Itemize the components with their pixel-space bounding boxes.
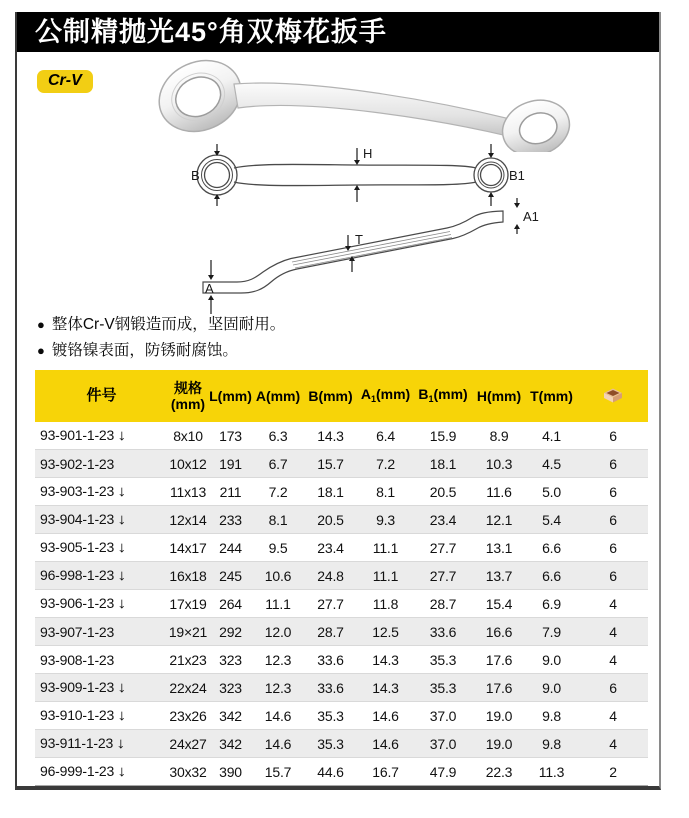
dim-cell: 4.1 — [525, 422, 578, 450]
table-row — [35, 702, 648, 730]
spec-cell: 10x12 — [168, 450, 208, 478]
col-header-h: H(mm) — [473, 370, 525, 422]
dim-cell: 18.1 — [303, 478, 358, 506]
table-row — [35, 618, 648, 646]
table-row — [35, 534, 648, 562]
table-row — [35, 590, 648, 618]
qty-cell: 6 — [578, 450, 648, 478]
dim-cell: 18.1 — [413, 450, 473, 478]
col-header-spec: 规格 (mm) — [168, 370, 208, 422]
table-row — [35, 506, 648, 534]
qty-cell: 6 — [578, 534, 648, 562]
dim-cell: 323 — [208, 674, 253, 702]
spec-cell: 12x14 — [168, 506, 208, 534]
dim-cell: 12.3 — [253, 646, 303, 674]
part-number: 93-911-1-23 — [40, 735, 114, 751]
carton-icon — [602, 387, 624, 403]
part-number-cell — [35, 478, 168, 506]
dim-cell: 27.7 — [413, 534, 473, 562]
dim-cell: 15.7 — [303, 450, 358, 478]
part-number-cell — [35, 674, 168, 702]
part-number: 93-903-1-23 — [40, 483, 115, 499]
dim-cell: 173 — [208, 422, 253, 450]
table-row — [35, 646, 648, 674]
dim-cell: 12.5 — [358, 618, 413, 646]
dim-cell: 4.5 — [525, 450, 578, 478]
col-header-qty — [578, 370, 648, 422]
dim-cell: 13.1 — [473, 534, 525, 562]
spec-cell: 19×21 — [168, 618, 208, 646]
dim-cell: 13.7 — [473, 562, 525, 590]
down-arrow-icon: ↓ — [117, 511, 127, 528]
dim-cell: 47.9 — [413, 758, 473, 786]
dim-cell: 5.4 — [525, 506, 578, 534]
dim-cell: 12.1 — [473, 506, 525, 534]
dim-cell: 9.0 — [525, 674, 578, 702]
col-header-a: A(mm) — [253, 370, 303, 422]
col-header-a1: $A_1(mm)$ — [358, 370, 413, 422]
dim-cell: 20.5 — [303, 506, 358, 534]
dim-cell: 11.1 — [358, 534, 413, 562]
col-header-l: L(mm) — [208, 370, 253, 422]
qty-cell: 4 — [578, 646, 648, 674]
part-number: 96-999-1-23 — [40, 763, 115, 779]
dim-cell: 6.4 — [358, 422, 413, 450]
dim-cell: 6.6 — [525, 562, 578, 590]
part-number: 93-908-1-23 — [40, 651, 115, 668]
dim-cell: 7.2 — [358, 450, 413, 478]
dim-cell: 27.7 — [413, 562, 473, 590]
qty-cell: 6 — [578, 422, 648, 450]
down-arrow-icon: ↓ — [116, 735, 126, 752]
spec-cell: 14x17 — [168, 534, 208, 562]
dim-cell: 35.3 — [303, 730, 358, 758]
spec-cell: 11x13 — [168, 478, 208, 506]
part-number-cell — [35, 730, 168, 758]
dim-cell: 23.4 — [303, 534, 358, 562]
feature-item — [37, 312, 597, 338]
down-arrow-icon: ↓ — [117, 483, 127, 500]
feature-list — [37, 312, 597, 364]
spec-cell: 16x18 — [168, 562, 208, 590]
dim-label-b1: B1 — [509, 168, 525, 183]
dim-cell: 5.0 — [525, 478, 578, 506]
part-number: 93-907-1-23 — [40, 623, 115, 640]
table-row — [35, 562, 648, 590]
dim-cell: 22.3 — [473, 758, 525, 786]
dim-cell: 7.9 — [525, 618, 578, 646]
dim-cell: 323 — [208, 646, 253, 674]
dim-cell: 44.6 — [303, 758, 358, 786]
dim-cell: 16.7 — [358, 758, 413, 786]
part-number: 93-909-1-23 — [40, 679, 115, 695]
part-number: 93-910-1-23 — [40, 707, 115, 723]
spec-cell: 24x27 — [168, 730, 208, 758]
dim-cell: 342 — [208, 730, 253, 758]
dim-cell: 28.7 — [303, 618, 358, 646]
dim-cell: 23.4 — [413, 506, 473, 534]
qty-cell: 6 — [578, 562, 648, 590]
dim-cell: 20.5 — [413, 478, 473, 506]
down-arrow-icon: ↓ — [117, 539, 127, 556]
wrench-side-view-drawing — [185, 198, 547, 316]
part-number-cell — [35, 590, 168, 618]
feature-text: 整体Cr-V钢锻造而成，坚固耐用。 — [51, 316, 286, 333]
dim-cell: 12.3 — [253, 674, 303, 702]
down-arrow-icon: ↓ — [117, 427, 127, 444]
part-number-cell — [35, 506, 168, 534]
qty-cell: 6 — [578, 506, 648, 534]
down-arrow-icon: ↓ — [117, 595, 127, 612]
qty-cell: 4 — [578, 702, 648, 730]
table-row — [35, 674, 648, 702]
part-number: 93-905-1-23 — [40, 539, 115, 555]
table-header-row — [35, 370, 648, 422]
dim-cell: 10.3 — [473, 450, 525, 478]
part-number-cell — [35, 618, 168, 646]
qty-cell: 6 — [578, 478, 648, 506]
table-row — [35, 478, 648, 506]
dim-cell: 8.1 — [358, 478, 413, 506]
dim-cell: 9.5 — [253, 534, 303, 562]
part-number-cell — [35, 422, 168, 450]
dim-label-h: H — [363, 146, 373, 161]
dim-cell: 8.9 — [473, 422, 525, 450]
part-number: 93-901-1-23 — [40, 427, 115, 443]
qty-cell: 4 — [578, 730, 648, 758]
table-row — [35, 730, 648, 758]
part-number: 93-904-1-23 — [40, 511, 115, 527]
bullet-icon: ● — [37, 343, 45, 358]
dim-cell: 19.0 — [473, 702, 525, 730]
wrench-photo — [142, 56, 574, 152]
part-number: 93-902-1-23 — [40, 455, 115, 472]
dim-cell: 37.0 — [413, 730, 473, 758]
spec-table-body — [35, 422, 648, 786]
dim-cell: 264 — [208, 590, 253, 618]
qty-cell: 4 — [578, 618, 648, 646]
col-header-b: B(mm) — [303, 370, 358, 422]
dim-cell: 11.6 — [473, 478, 525, 506]
part-number-cell — [35, 646, 168, 674]
spec-cell: 30x32 — [168, 758, 208, 786]
spec-cell: 23x26 — [168, 702, 208, 730]
dim-cell: 8.1 — [253, 506, 303, 534]
dim-cell: 19.0 — [473, 730, 525, 758]
dim-cell: 17.6 — [473, 674, 525, 702]
dim-cell: 14.6 — [358, 702, 413, 730]
page-title: 公制精抛光45°角双梅花扳手 — [17, 12, 659, 52]
spec-cell: 8x10 — [168, 422, 208, 450]
down-arrow-icon: ↓ — [117, 567, 127, 584]
dim-cell: 9.0 — [525, 646, 578, 674]
dim-label-t: T — [355, 232, 363, 247]
dim-cell: 14.3 — [358, 674, 413, 702]
dim-label-a: A — [205, 281, 214, 296]
dim-cell: 37.0 — [413, 702, 473, 730]
dim-cell: 33.6 — [303, 674, 358, 702]
dim-cell: 15.7 — [253, 758, 303, 786]
dim-cell: 15.9 — [413, 422, 473, 450]
spec-cell: 21x23 — [168, 646, 208, 674]
dim-label-b: B — [191, 168, 200, 183]
dim-cell: 9.8 — [525, 702, 578, 730]
dim-cell: 245 — [208, 562, 253, 590]
part-number-cell — [35, 450, 168, 478]
part-number-cell — [35, 534, 168, 562]
dim-cell: 17.6 — [473, 646, 525, 674]
dim-cell: 33.6 — [303, 646, 358, 674]
dim-cell: 11.8 — [358, 590, 413, 618]
dim-cell: 390 — [208, 758, 253, 786]
col-header-b1: $B_1(mm)$ — [413, 370, 473, 422]
spec-cell: 17x19 — [168, 590, 208, 618]
feature-text: 镀铬镍表面，防锈耐腐蚀。 — [51, 342, 238, 359]
dim-cell: 10.6 — [253, 562, 303, 590]
feature-item — [37, 338, 597, 364]
dim-cell: 14.3 — [303, 422, 358, 450]
dim-cell: 15.4 — [473, 590, 525, 618]
table-row — [35, 758, 648, 786]
down-arrow-icon: ↓ — [117, 707, 127, 724]
dim-cell: 11.1 — [253, 590, 303, 618]
dim-cell: 35.3 — [413, 674, 473, 702]
col-header-t: T(mm) — [525, 370, 578, 422]
dim-label-a1: A1 — [523, 209, 539, 224]
dim-cell: 12.0 — [253, 618, 303, 646]
dim-cell: 9.8 — [525, 730, 578, 758]
dim-cell: 35.3 — [303, 702, 358, 730]
dim-cell: 33.6 — [413, 618, 473, 646]
dim-cell: 27.7 — [303, 590, 358, 618]
dim-cell: 211 — [208, 478, 253, 506]
down-arrow-icon: ↓ — [117, 679, 127, 696]
spec-cell: 22x24 — [168, 674, 208, 702]
qty-cell: 4 — [578, 590, 648, 618]
col-header-part: 件号 — [35, 370, 168, 422]
dim-cell: 6.3 — [253, 422, 303, 450]
down-arrow-icon: ↓ — [117, 763, 127, 780]
dim-cell: 6.7 — [253, 450, 303, 478]
dim-cell: 14.6 — [253, 702, 303, 730]
dim-cell: 6.9 — [525, 590, 578, 618]
qty-cell: 6 — [578, 674, 648, 702]
dim-cell: 9.3 — [358, 506, 413, 534]
dim-cell: 24.8 — [303, 562, 358, 590]
dim-cell: 233 — [208, 506, 253, 534]
dim-cell: 16.6 — [473, 618, 525, 646]
dim-cell: 7.2 — [253, 478, 303, 506]
part-number-cell — [35, 562, 168, 590]
content-frame — [15, 12, 661, 790]
spec-table — [35, 370, 648, 786]
dim-cell: 14.3 — [358, 646, 413, 674]
dim-cell: 292 — [208, 618, 253, 646]
dim-cell: 6.6 — [525, 534, 578, 562]
dim-cell: 14.6 — [253, 730, 303, 758]
dim-cell: 14.6 — [358, 730, 413, 758]
dim-cell: 244 — [208, 534, 253, 562]
part-number: 96-998-1-23 — [40, 567, 115, 583]
dim-cell: 28.7 — [413, 590, 473, 618]
dim-cell: 191 — [208, 450, 253, 478]
table-row — [35, 422, 648, 450]
qty-cell: 2 — [578, 758, 648, 786]
part-number-cell — [35, 702, 168, 730]
part-number-cell — [35, 758, 168, 786]
dim-cell: 342 — [208, 702, 253, 730]
bullet-icon: ● — [37, 317, 45, 332]
dim-cell: 11.3 — [525, 758, 578, 786]
crv-badge: Cr-V — [37, 70, 93, 93]
part-number: 93-906-1-23 — [40, 595, 115, 611]
dim-cell: 11.1 — [358, 562, 413, 590]
dim-cell: 35.3 — [413, 646, 473, 674]
table-row — [35, 450, 648, 478]
